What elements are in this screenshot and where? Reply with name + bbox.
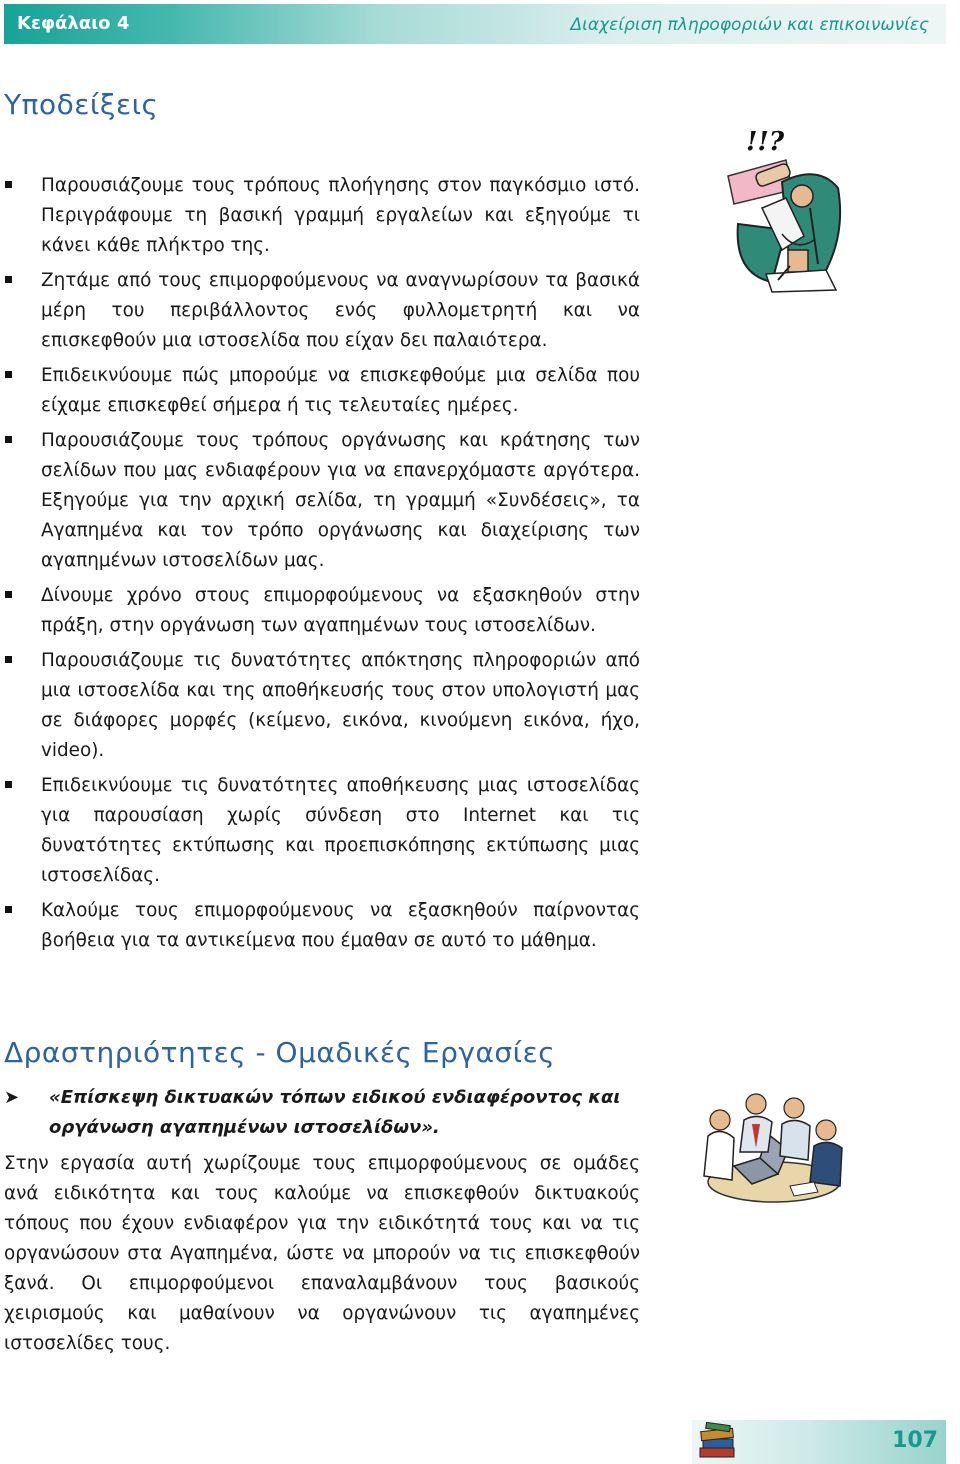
hint-text: Επιδεικνύουμε τις δυνατότητες αποθήκευσης μιας ιστοσελίδας για παρουσίαση χωρίς σύνδεση στο Internet και τις δυνατότητες εκτύπωσης και προεπισκόπησης εκτύπωσης μιας ιστοσελίδας. [41,775,640,886]
activity-description: Στην εργασία αυτή χωρίζουμε τους επιμορφούμενους σε ομάδες ανά ειδικότητα και τους καλούμε να επισκεφθούν δικτυακούς τόπους που έχουν ενδιαφέρον για την ειδικότητά τους και να τις οργανώσουν στα Αγαπημένα, ώστε να μπορούν να τις επισκεφθούν ξανά. Οι επιμορφούμενοι επαναλαμβάνουν τους βασικούς χειρισμούς και μαθαίνουν να οργανώνουν τις αγαπημένες ιστοσελίδες τους. [4,1153,640,1354]
exclamation-text: !!? [746,127,785,157]
hint-item-1 [0,171,640,261]
hint-item-4 [0,426,640,576]
square-bullet-icon [5,781,12,788]
hint-item-8 [0,896,640,956]
hint-item-2 [0,266,640,356]
square-bullet-icon [5,181,12,188]
page-footer [692,1420,946,1464]
chapter-header [4,4,946,44]
activity-title-text: «Επίσκεψη δικτυακών τόπων ειδικού ενδιαφέροντος και οργάνωση αγαπημένων ιστοσελίδων». [49,1087,621,1138]
hint-text: Παρουσιάζουμε τους τρόπους πλοήγησης στον παγκόσμιο ιστό. Περιγράφουμε τη βασική γραμμή εργαλείων και εξηγούμε τι κάνει κάθε πλήκτρο της. [41,175,640,256]
arrow-bullet-icon: ➤ [4,1087,20,1108]
square-bullet-icon [5,436,12,443]
hint-text: Δίνουμε χρόνο στους επιμορφούμενους να εξασκηθούν στην πράξη, στην οργάνωση των αγαπημένων τους ιστοσελίδων. [41,585,640,636]
chapter-title: Διαχείριση πληροφοριών και επικοινωνίες [570,15,929,35]
surprised-person-clipart [726,124,846,294]
square-bullet-icon [5,371,12,378]
activity-block [0,1083,640,1359]
hint-text: Καλούμε τους επιμορφούμενους να εξασκηθούν παίρνοντας βοήθεια για τα αντικείμενα που έμαθαν σε αυτό το μάθημα. [41,900,640,951]
hint-text: Παρουσιάζουμε τους τρόπους οργάνωσης και κράτησης των σελίδων που μας ενδιαφέρουν για να επανερχόμαστε αργότερα. Εξηγούμε για την αρχική σελίδα, τη γραμμή «Συνδέσεις», τα Αγαπημένα και τον τρόπο οργάνωσης και διαχείρισης των αγαπημένων ιστοσελίδων μας. [41,430,640,571]
hint-item-7 [0,771,640,891]
hint-text: Ζητάμε από τους επιμορφούμενους να αναγνωρίσουν τα βασικά μέρη του περιβάλλοντος ενός φυλλομετρητή και να επισκεφθούν μια ιστοσελίδα που είχαν δει παλαιότερα. [41,270,640,351]
square-bullet-icon [5,656,12,663]
hint-text: Επιδεικνύουμε πώς μπορούμε να επισκεφθούμε μια σελίδα που είχαμε επισκεφθεί σήμερα ή τις τελευταίες ημέρες. [41,365,640,416]
square-bullet-icon [5,591,12,598]
hint-text: Παρουσιάζουμε τις δυνατότητες απόκτησης πληροφοριών από μια ιστοσελίδα και της αποθήκευσής τους στον υπολογιστή μας σε διάφορες μορφές (κείμενο, εικόνα, κινούμενη εικόνα, ήχο, video). [41,650,640,761]
hints-list [0,171,640,961]
meeting-laptop-clipart [694,1090,846,1210]
activities-heading: Δραστηριότητες - Ομαδικές Εργασίες [4,1036,556,1069]
activity-title [0,1083,640,1143]
hint-item-6 [0,646,640,766]
hints-heading: Υποδείξεις [4,88,159,121]
hint-item-3 [0,361,640,421]
chapter-label: Κεφάλαιο 4 [17,13,130,34]
page-number: 107 [892,1428,938,1453]
hint-item-5 [0,581,640,641]
square-bullet-icon [5,276,12,283]
square-bullet-icon [5,906,12,913]
books-icon [696,1422,740,1462]
